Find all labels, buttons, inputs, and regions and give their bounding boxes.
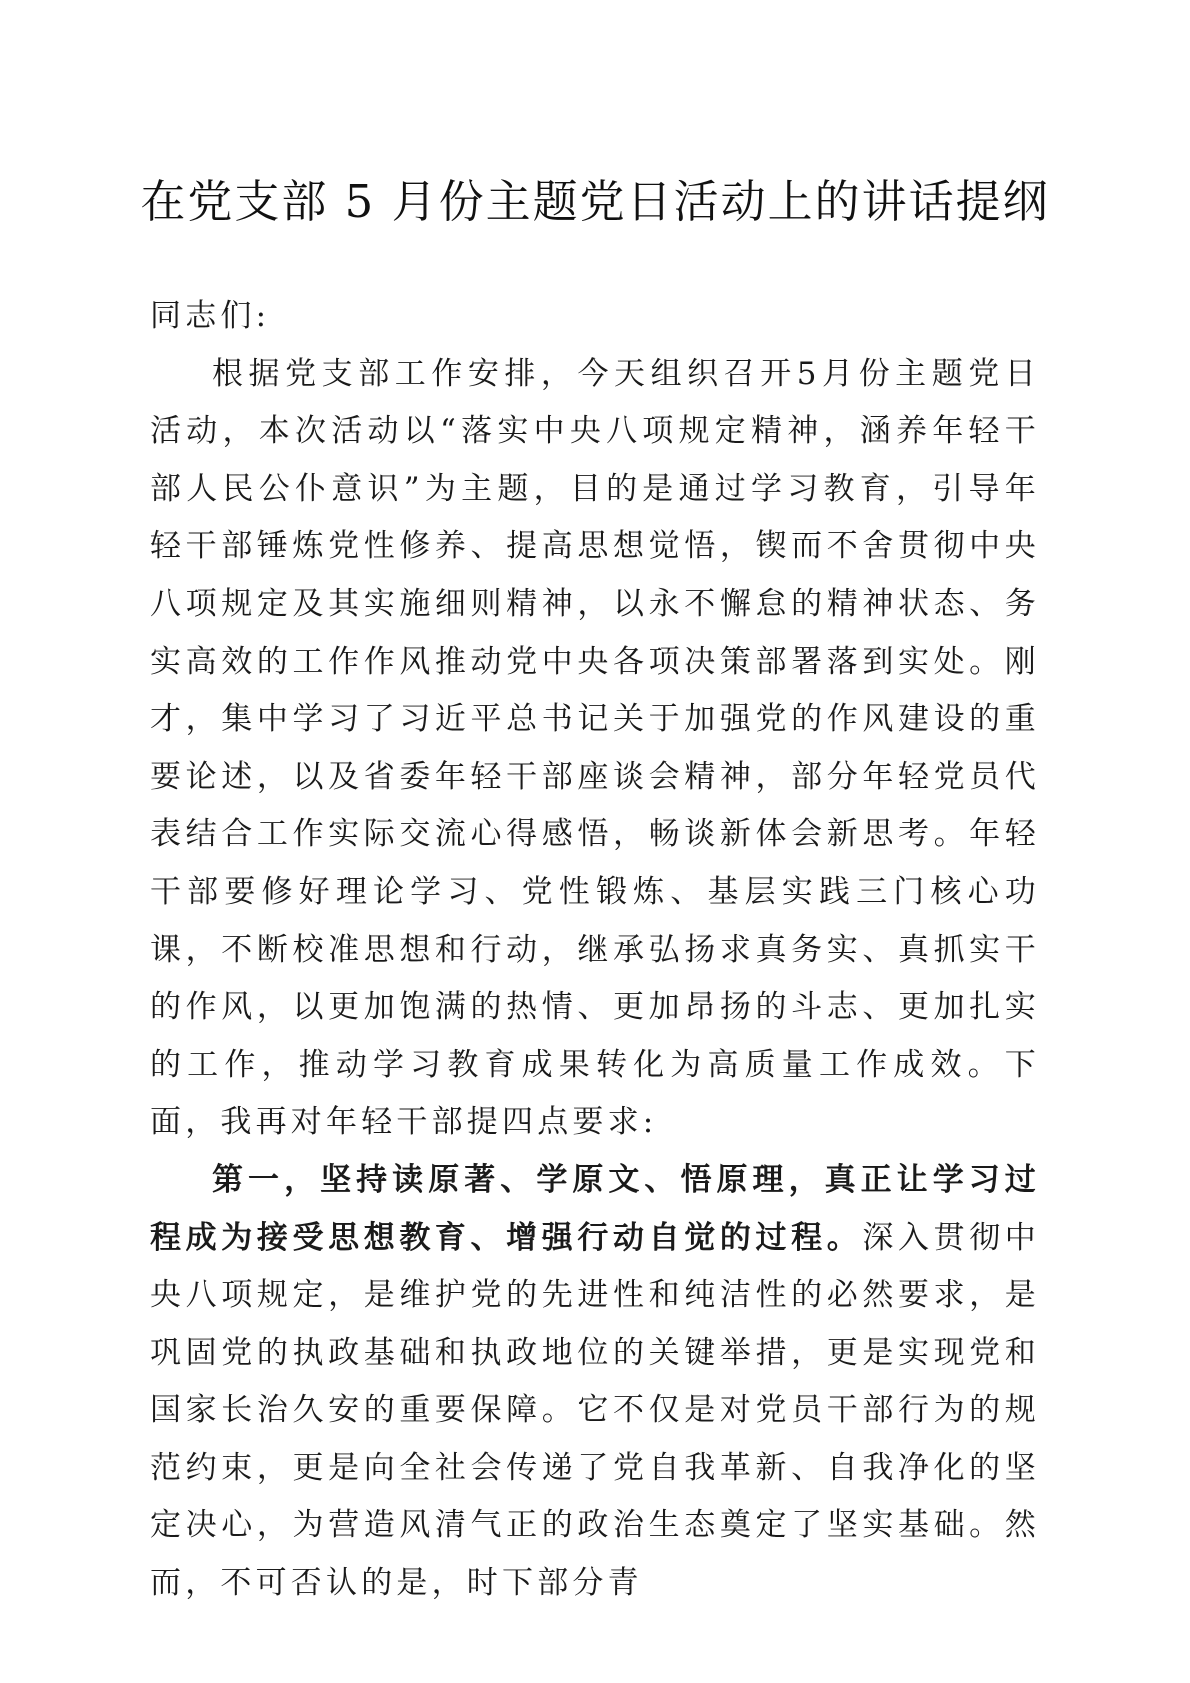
paragraph-intro: 根据党支部工作安排，今天组织召开5月份主题党日活动，本次活动以“落实中央八项规定精神，涵养年轻干部人民公仆意识”为主题，目的是通过学习教育，引导年轻干部锤炼党性修养、提高思想觉悟，锲而不舍贯彻中央八项规定及其实施细则精神，以永不懈怠的精神状态、务实高效的工作作风推动党中央各项决策部署落到实处。刚才，集中学习了习近平总书记关于加强党的作风建设的重要论述，以及省委年轻干部座谈会精神，部分年轻党员代表结合工作实际交流心得感悟，畅谈新体会新思考。年轻干部要修好理论学习、党性锻炼、基层实践三门核心功课，不断校准思想和行动，继承弘扬求真务实、真抓实干的作风，以更加饱满的热情、更加昂扬的斗志、更加扎实的工作，推动学习教育成果转化为高质量工作成效。下面，我再对年轻干部提四点要求:: [150, 355, 1040, 1141]
paragraph-heading: 第一，坚持读原著、学原文、悟原理，真正让学习过程成为接受思想教育、增强行动自觉的过程。: [150, 1161, 1040, 1256]
document-body: [150, 288, 1040, 1613]
salutation: 同志们:: [150, 298, 271, 334]
page-title: 在党支部 5 月份主题党日活动上的讲话提纲: [140, 175, 1050, 228]
paragraph-first-requirement: [150, 1152, 1040, 1613]
paragraph-body: 深入贯彻中央八项规定，是维护党的先进性和纯洁性的必然要求，是巩固党的执政基础和执政地位的关键举措，更是实现党和国家长治久安的重要保障。它不仅是对党员干部行为的规范约束，更是向全社会传递了党自我革新、自我净化的坚定决心，为营造风清气正的政治生态奠定了坚实基础。然而，不可否认的是，时下部分青: [150, 1219, 1041, 1602]
